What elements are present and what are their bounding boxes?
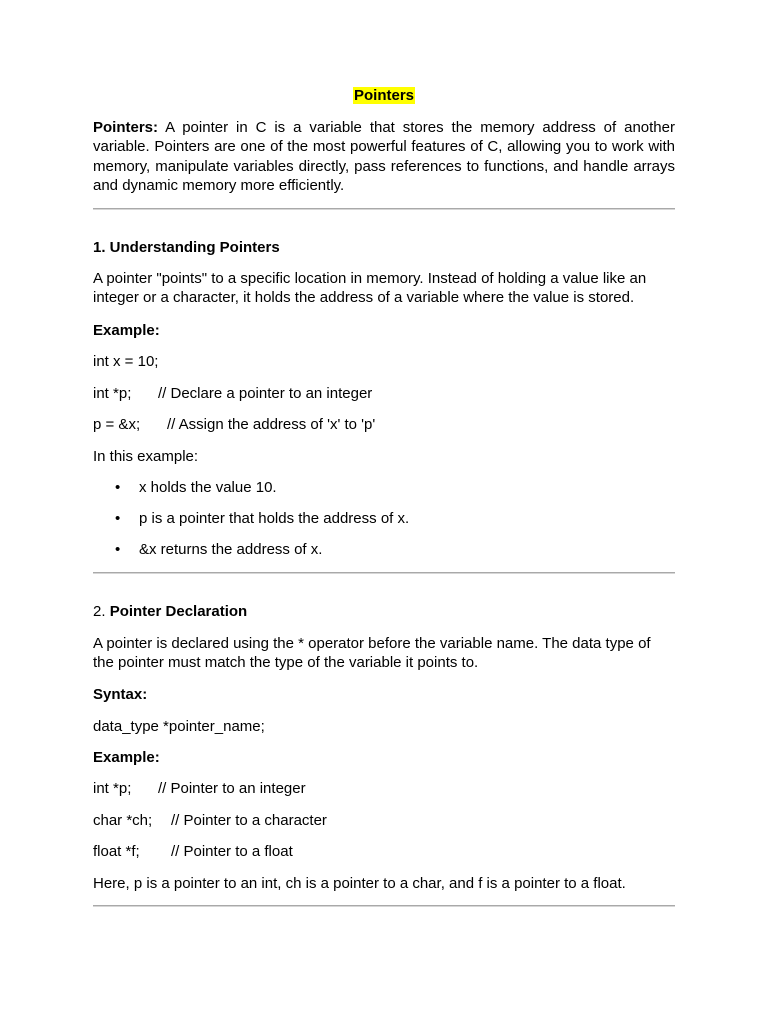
code-comment: // Assign the address of 'x' to 'p': [167, 416, 376, 433]
code-text: int *p;: [93, 385, 132, 402]
intro-paragraph: [93, 118, 675, 195]
code-comment: // Declare a pointer to an integer: [158, 385, 373, 402]
code-line: [93, 842, 293, 861]
code-line: [93, 384, 372, 403]
code-text: int *p;: [93, 780, 132, 797]
code-comment: // Pointer to a float: [171, 843, 293, 860]
list-item-text: x holds the value 10.: [139, 479, 277, 496]
section1-heading: 1. Understanding Pointers: [93, 239, 280, 256]
section2-example-label: Example:: [93, 749, 160, 766]
section1-body: A pointer "points" to a specific location in memory. Instead of holding a value like an integer or a character, it holds the address of a variable where the value is stored.: [93, 270, 647, 307]
code-text: p = &x;: [93, 416, 141, 433]
section-divider: [93, 208, 675, 210]
section2-body: A pointer is declared using the * operator before the variable name. The data type of the pointer must match the type of the variable it points to.: [93, 635, 651, 672]
section1-example-label: Example:: [93, 322, 160, 339]
bullet-icon: •: [115, 479, 121, 496]
page-title: Pointers: [353, 87, 414, 104]
section2-summary: Here, p is a pointer to an int, ch is a pointer to a char, and f is a pointer to a float.: [93, 875, 626, 892]
section2-syntax-label: Syntax:: [93, 686, 148, 703]
section-divider: [93, 905, 675, 907]
section-divider: [93, 572, 675, 574]
section2-heading: [93, 602, 247, 621]
list-item-text: &x returns the address of x.: [139, 541, 323, 558]
intro-label: Pointers:: [93, 119, 159, 136]
intro-text: A pointer in C is a variable that stores the memory address of another variable. Pointers are one of the most powerful features of C, allowing you to work with memory, manipulate variables directly, pass references to functions, and handle arrays and dynamic memory more efficiently.: [93, 119, 675, 194]
bullet-icon: •: [115, 541, 121, 558]
code-line: [93, 352, 158, 371]
title-line: [93, 86, 675, 105]
code-text: float *f;: [93, 843, 140, 860]
code-comment: // Pointer to an integer: [158, 780, 306, 797]
list-item-text: p is a pointer that holds the address of x.: [139, 510, 410, 527]
code-line: [93, 811, 327, 830]
code-comment: // Pointer to a character: [171, 812, 327, 829]
code-text: int x = 10;: [93, 353, 159, 370]
code-text: char *ch;: [93, 812, 153, 829]
section2-heading-number: 2.: [93, 603, 110, 620]
section2-heading-text: Pointer Declaration: [109, 603, 248, 620]
section2-syntax: data_type *pointer_name;: [93, 718, 265, 735]
bullet-icon: •: [115, 510, 121, 527]
section1-explain-intro: In this example:: [93, 448, 199, 465]
code-line: [93, 779, 306, 798]
code-line: [93, 415, 375, 434]
